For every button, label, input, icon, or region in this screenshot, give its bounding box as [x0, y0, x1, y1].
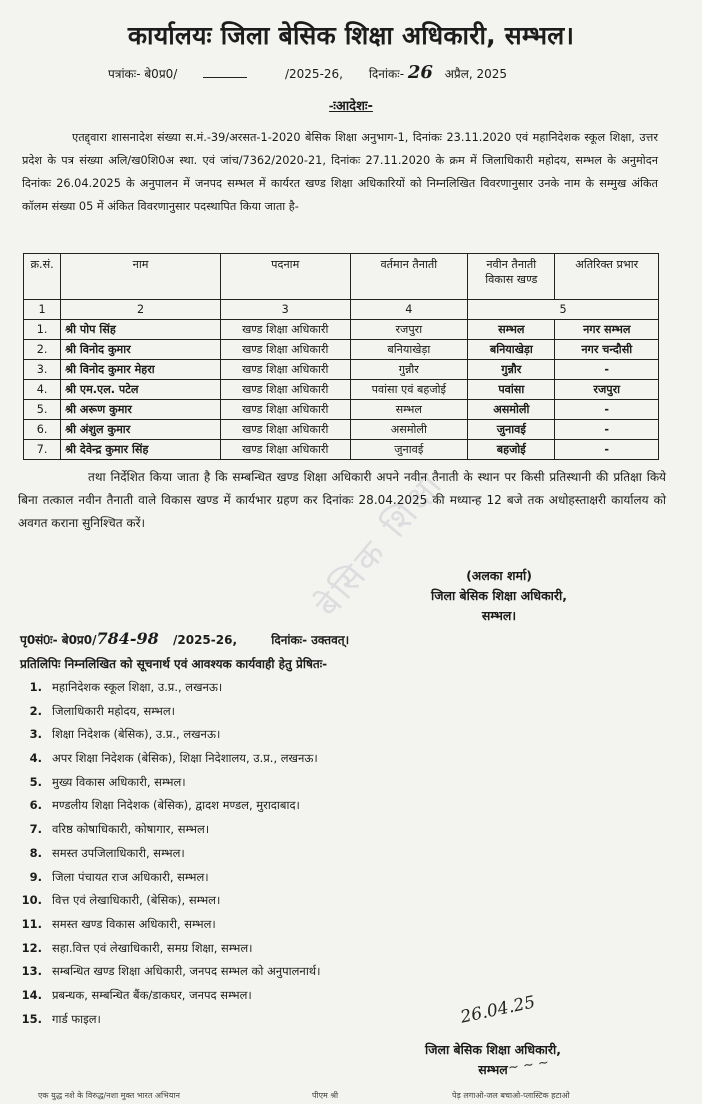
cell-additional-charge: - — [555, 420, 659, 440]
cell-name: श्री विनोद कुमार मेहरा — [61, 360, 221, 380]
list-item — [20, 913, 321, 937]
list-text: प्रबन्धक, सम्बन्धित बैंक/डाकघर, जनपद सम्भल। — [52, 987, 252, 1002]
list-text: वित्त एवं लेखाधिकारी, (बेसिक), सम्भल। — [52, 893, 221, 908]
cell-name: श्री पोप सिंह — [61, 320, 221, 340]
list-text: मण्डलीय शिक्षा निदेशक (बेसिक), द्वादश मण्डल, मुरादाबाद। — [52, 798, 300, 813]
cell-additional-charge: - — [555, 440, 659, 460]
list-text: अपर शिक्षा निदेशक (बेसिक), शिक्षा निदेशालय, उ.प्र., लखनऊ। — [52, 751, 318, 766]
cell-new-posting: असमोली — [468, 400, 555, 420]
list-number: 12. — [21, 940, 42, 955]
ref-prefix: पत्रांकः- बे0प्र0/ — [108, 67, 178, 81]
header-name: नाम — [61, 254, 221, 300]
list-number: 11. — [21, 916, 42, 931]
date-label: दिनांकः- — [368, 67, 405, 81]
cell-name: श्री एम.एल. पटेल — [61, 380, 221, 400]
cell-current-posting: गुन्नौर — [350, 360, 468, 380]
cell-serial: 3. — [24, 360, 61, 380]
ref-number-scribble — [181, 67, 281, 81]
cell-serial: 5. — [24, 400, 61, 420]
list-number: 9. — [29, 869, 42, 884]
memo-year: /2025-26, — [173, 633, 238, 647]
signatory-place: सम्भल। — [481, 608, 517, 623]
cell-designation: खण्ड शिक्षा अधिकारी — [220, 400, 350, 420]
col-number: 2 — [61, 300, 221, 320]
postings-table — [23, 253, 659, 460]
signatory-place: सम्भल — [478, 1062, 508, 1077]
table-row — [24, 400, 659, 420]
cell-serial: 4. — [24, 380, 61, 400]
list-text: जिलाधिकारी महोदय, सम्भल। — [52, 703, 175, 718]
list-text: समस्त खण्ड विकास अधिकारी, सम्भल। — [52, 916, 216, 931]
order-paragraph: एतद्द्वारा शासनादेश संख्या स.मं.-39/अरसत-1-2020 बेसिक शिक्षा अनुभाग-1, दिनांकः 23.11.2020 एवं महानिदेशक स्कूल शिक्षा, उत्तर प्रदेश के पत्र संख्या अलि/ख0शि0अ स्था. एवं जांच/7362/2020-21, दिनांकः 27.11.2020 के क्रम में जिलाधिकारी महोदय, सम्भल के अनुमोदन दिनांकः 26.04.2025 के अनुपालन में जनपद सम्भल में कार्यरत खण्ड शिक्षा अधिकारियों को निम्नलिखित विवरणानुसार उनके नाम के सम्मुख अंकित कॉलम संख्या 05 में अंकित विवरणानुसार पदस्थापित किया जाता है- — [22, 131, 658, 213]
list-item — [20, 866, 321, 890]
col-number: 3 — [220, 300, 350, 320]
cell-designation: खण्ड शिक्षा अधिकारी — [220, 420, 350, 440]
reference-line — [108, 62, 507, 83]
table-row — [24, 440, 659, 460]
date-rest: अप्रैल, 2025 — [444, 67, 508, 81]
list-text: जिला पंचायत राज अधिकारी, सम्भल। — [52, 869, 209, 884]
signatory-name: (अलका शर्मा) — [466, 568, 532, 583]
footer-center: पीएम श्री — [312, 1091, 339, 1100]
cell-serial: 2. — [24, 340, 61, 360]
list-item — [20, 984, 321, 1008]
list-item — [20, 676, 321, 700]
table-row — [24, 320, 659, 340]
copy-heading: प्रतिलिपिः निम्नलिखित को सूचनार्थ एवं आवश्यक कार्यवाही हेतु प्रेषितः- — [20, 657, 328, 671]
table-row — [24, 340, 659, 360]
header-current-posting: वर्तमान तैनाती — [350, 254, 468, 300]
cell-new-posting: बनियाखेड़ा — [468, 340, 555, 360]
list-number: 4. — [29, 751, 42, 766]
list-number: 10. — [21, 893, 42, 908]
cell-additional-charge: - — [555, 360, 659, 380]
signatory-designation: जिला बेसिक शिक्षा अधिकारी, — [424, 1042, 562, 1057]
footer-right: पेड़ लगाओ-जल बचाओ-प्लास्टिक हटाओ — [452, 1091, 570, 1100]
memo-date: दिनांकः- उक्तवत्। — [271, 633, 350, 647]
cell-additional-charge: - — [555, 400, 659, 420]
col-number: 4 — [350, 300, 468, 320]
instruction-paragraph: तथा निर्देशित किया जाता है कि सम्बन्धित खण्ड शिक्षा अधिकारी अपने नवीन तैनाती के स्थान पर किसी प्रतिस्थानी की प्रतिक्षा किये बिना तत्काल नवीन तैनाती वाले विकास खण्ड में कार्यभार ग्रहण कर दिनांकः 28.04.2025 की मध्यान्ह 12 बजे तक अधोहस्ताक्षरी कार्यालय को अवगत कराना सुनिश्चित करें। — [18, 470, 666, 530]
cell-designation: खण्ड शिक्षा अधिकारी — [220, 440, 350, 460]
list-item — [20, 700, 321, 724]
column-number-row — [24, 300, 659, 320]
table-header-row — [24, 254, 659, 300]
signature-block-1 — [414, 566, 584, 626]
list-number: 3. — [29, 727, 42, 742]
list-text: सहा.वित्त एवं लेखाधिकारी, समग्र शिक्षा, सम्भल। — [52, 940, 253, 955]
cell-current-posting: असमोली — [350, 420, 468, 440]
table-row — [24, 420, 659, 440]
header-designation: पदनाम — [220, 254, 350, 300]
date-handwritten: 26 — [407, 62, 433, 83]
office-title: कार्यालयः जिला बेसिक शिक्षा अधिकारी, सम्भल। — [127, 21, 575, 50]
order-heading: -ःआदेशः- — [329, 99, 373, 114]
cell-designation: खण्ड शिक्षा अधिकारी — [220, 380, 350, 400]
col-number: 1 — [24, 300, 61, 320]
copy-list — [20, 676, 321, 1031]
table-row — [24, 360, 659, 380]
cell-name: श्री विनोद कुमार — [61, 340, 221, 360]
memo-number-handwritten: 784-98 — [96, 629, 159, 648]
header-new-posting: नवीन तैनाती विकास खण्ड — [468, 254, 555, 300]
list-item — [20, 818, 321, 842]
col-number: 5 — [468, 300, 659, 320]
cell-serial: 7. — [24, 440, 61, 460]
cell-current-posting: रजपुरा — [350, 320, 468, 340]
cell-new-posting: जुनावई — [468, 420, 555, 440]
memo-reference-line — [20, 629, 349, 648]
list-number: 14. — [21, 987, 42, 1002]
header-serial: क्र.सं. — [24, 254, 61, 300]
list-number: 5. — [29, 774, 42, 789]
footer-left: एक युद्ध नशे के विरुद्ध/नशा मुक्त भारत अभियान — [38, 1091, 180, 1100]
cell-new-posting: बहजोई — [468, 440, 555, 460]
memo-prefix: पृ0सं0ः- बे0प्र0/ — [20, 633, 97, 647]
list-number: 6. — [29, 798, 42, 813]
cell-new-posting: पवांसा — [468, 380, 555, 400]
header-additional-charge: अतिरिक्त प्रभार — [555, 254, 659, 300]
cell-current-posting: पवांसा एवं बहजोई — [350, 380, 468, 400]
cell-designation: खण्ड शिक्षा अधिकारी — [220, 360, 350, 380]
cell-additional-charge: नगर सम्भल — [555, 320, 659, 340]
list-text: वरिष्ठ कोषाधिकारी, कोषागार, सम्भल। — [52, 822, 210, 837]
handwritten-signature-date: 26.04.25 — [458, 992, 537, 1028]
list-number: 1. — [29, 680, 42, 694]
cell-new-posting: सम्भल — [468, 320, 555, 340]
list-item — [20, 1008, 321, 1032]
cell-serial: 1. — [24, 320, 61, 340]
list-item — [20, 889, 321, 913]
watermark-stamp: बेसिक शिक्षा — [307, 463, 453, 626]
cell-name: श्री अंशुल कुमार — [61, 420, 221, 440]
cell-designation: खण्ड शिक्षा अधिकारी — [220, 340, 350, 360]
cell-additional-charge: नगर चन्दौसी — [555, 340, 659, 360]
list-text: शिक्षा निदेशक (बेसिक), उ.प्र., लखनऊ। — [52, 727, 221, 742]
signature-block-2 — [408, 1040, 578, 1080]
list-text: समस्त उपजिलाधिकारी, सम्भल। — [52, 845, 185, 860]
list-number: 7. — [29, 822, 42, 837]
list-text: सम्बन्धित खण्ड शिक्षा अधिकारी, जनपद सम्भल को अनुपालनार्थ। — [52, 964, 321, 979]
handwritten-signature: ~ ~ ~ — [507, 1055, 550, 1076]
list-item — [20, 747, 321, 771]
cell-current-posting: जुनावई — [350, 440, 468, 460]
signatory-designation: जिला बेसिक शिक्षा अधिकारी, — [430, 588, 568, 603]
list-text: गार्ड फाइल। — [52, 1011, 101, 1026]
cell-name: श्री देवेन्द्र कुमार सिंह — [61, 440, 221, 460]
list-item — [20, 771, 321, 795]
list-number: 13. — [21, 964, 42, 979]
cell-current-posting: बनियाखेड़ा — [350, 340, 468, 360]
ref-year: /2025-26, — [284, 67, 343, 81]
cell-additional-charge: रजपुरा — [555, 380, 659, 400]
list-item — [20, 960, 321, 984]
list-text: मुख्य विकास अधिकारी, सम्भल। — [52, 774, 186, 789]
cell-new-posting: गुन्नौर — [468, 360, 555, 380]
list-number: 2. — [29, 703, 42, 718]
cell-designation: खण्ड शिक्षा अधिकारी — [220, 320, 350, 340]
list-item — [20, 842, 321, 866]
list-item — [20, 723, 321, 747]
list-text: महानिदेशक स्कूल शिक्षा, उ.प्र., लखनऊ। — [52, 680, 223, 694]
cell-serial: 6. — [24, 420, 61, 440]
list-number: 15. — [21, 1011, 42, 1026]
list-number: 8. — [29, 845, 42, 860]
cell-current-posting: सम्भल — [350, 400, 468, 420]
table-row — [24, 380, 659, 400]
cell-name: श्री अरूण कुमार — [61, 400, 221, 420]
list-item — [20, 937, 321, 961]
list-item — [20, 794, 321, 818]
